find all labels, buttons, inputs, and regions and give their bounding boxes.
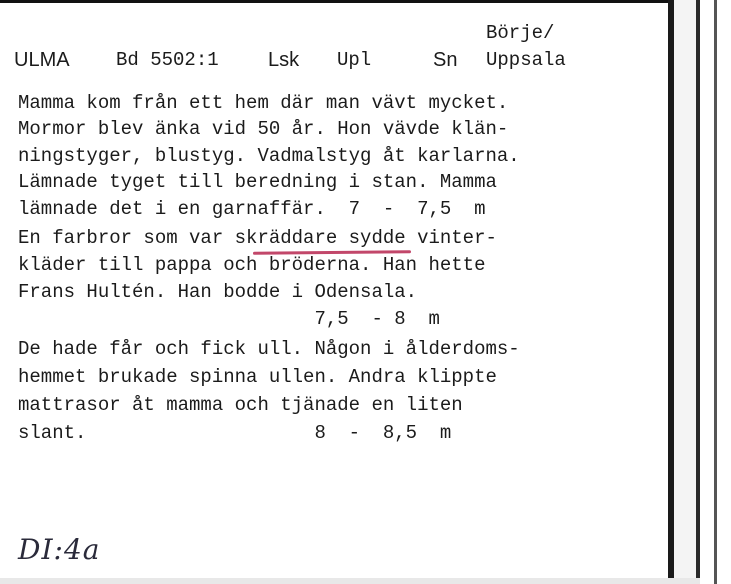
body-line: Mormor blev änka vid 50 år. Hon vävde klän- [18, 118, 509, 140]
socken-value-line1: Börje/ [486, 22, 555, 44]
handwritten-note: DI:4a [18, 533, 101, 566]
card-right-edge [668, 0, 674, 584]
body-line: 7,5 - 8 m [18, 308, 440, 330]
socken-label: Sn [433, 49, 458, 71]
body-line: slant. 8 - 8,5 m [18, 422, 452, 444]
record-number: Bd 5502:1 [116, 49, 219, 71]
body-line: Mamma kom från ett hem där man vävt mycket. [18, 92, 509, 114]
index-card [0, 3, 668, 578]
scan-right-edge [696, 0, 700, 584]
body-line: lämnade det i en garnaffär. 7 - 7,5 m [18, 198, 486, 220]
body-line: kläder till pappa och bröderna. Han hette [18, 254, 486, 276]
body-line: En farbror som var skräddare sydde vinter- [18, 227, 497, 249]
body-line: mattrasor åt mamma och tjänade en liten [18, 394, 463, 416]
body-line: Lämnade tyget till beredning i stan. Mamma [18, 171, 497, 193]
body-line: ningstyger, blustyg. Vadmalstyg åt karlarna. [18, 145, 520, 167]
socken-value-line2: Uppsala [486, 49, 566, 71]
body-line: De hade får och fick ull. Någon i ålderdoms- [18, 338, 520, 360]
landskap-value: Upl [337, 49, 372, 71]
body-line: Frans Hultén. Han bodde i Odensala. [18, 281, 418, 303]
scan-right-margin [674, 0, 696, 584]
scan-far-edge [714, 0, 717, 584]
landskap-label: Lsk [268, 49, 300, 71]
scan-bottom-edge [0, 578, 700, 584]
archive-label: ULMA [14, 49, 70, 71]
body-line: hemmet brukade spinna ullen. Andra klippte [18, 366, 497, 388]
